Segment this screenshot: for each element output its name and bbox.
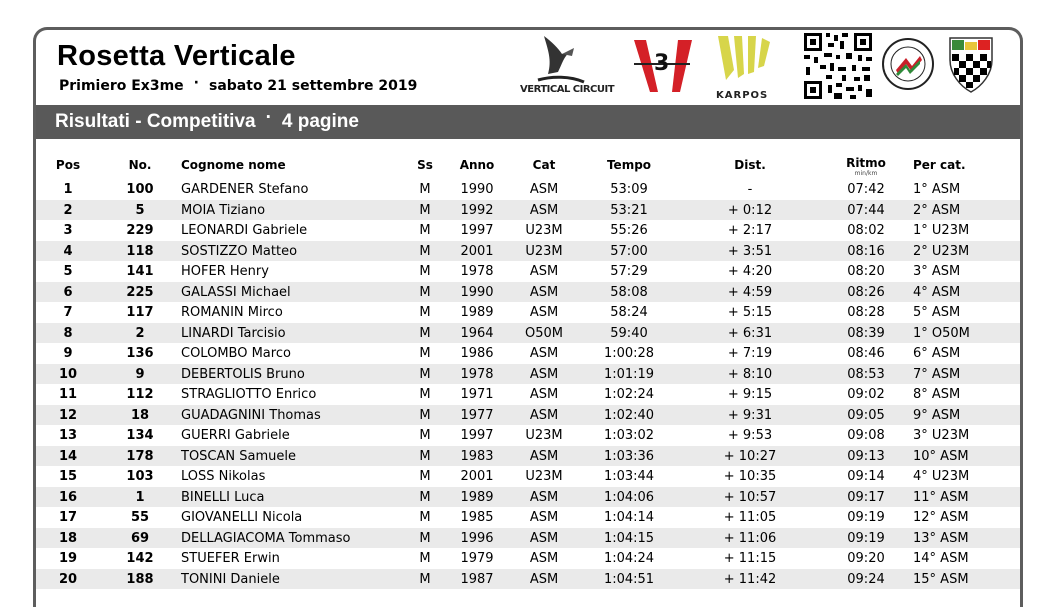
cell-time: 1:04:14: [603, 510, 655, 525]
cell-name: GALASSI Michael: [181, 284, 291, 300]
cell-pos: 7: [63, 305, 73, 320]
cell-year: 1990: [460, 284, 494, 300]
cell-time: 1:03:36: [603, 448, 655, 464]
cell-time: 59:40: [610, 325, 648, 341]
cell-name: COLOMBO Marco: [181, 346, 291, 361]
cell-name: SOSTIZZO Matteo: [181, 243, 298, 259]
cell-pos: 4: [63, 243, 73, 259]
cell-pos: 15: [58, 469, 78, 484]
cell-name: MOIA Tiziano: [181, 202, 266, 218]
cell-sex: M: [419, 407, 431, 423]
cell-gap: + 3:51: [727, 243, 773, 259]
cell-gap: + 11:05: [723, 510, 777, 525]
cell-gap: + 10:35: [723, 469, 777, 484]
cell-pace: 08:53: [847, 366, 885, 382]
cell-cat: U23M: [525, 469, 563, 484]
cell-no: 178: [126, 448, 154, 464]
cell-year: 1971: [460, 387, 494, 402]
cell-pos: 6: [63, 284, 73, 300]
cell-sex: M: [419, 571, 431, 587]
cell-time: 58:08: [610, 284, 648, 300]
event-name: Primiero Ex3me: [59, 78, 184, 94]
cell-cat: ASM: [529, 346, 559, 361]
cell-time: 1:02:24: [603, 387, 655, 402]
associazione-badge-logo: [880, 30, 936, 102]
cell-pace: 08:26: [847, 284, 885, 300]
cell-pace: 09:17: [847, 489, 885, 505]
table-row: [36, 405, 1020, 426]
cell-name: GUERRI Gabriele: [181, 428, 290, 443]
cell-gap: + 9:15: [727, 387, 773, 402]
cell-cat: ASM: [529, 448, 559, 464]
cell-time: 1:02:40: [603, 407, 655, 423]
separator-dot: ·: [265, 107, 272, 128]
cell-time: 1:04:24: [603, 551, 655, 566]
vertical-circuit-logo: [518, 30, 615, 102]
cell-name: DEBERTOLIS Bruno: [181, 366, 305, 382]
cell-gap: + 7:19: [727, 346, 773, 361]
cell-time: 1:03:44: [603, 469, 655, 484]
cell-pace: 09:05: [847, 407, 885, 423]
cell-pace: 08:39: [847, 325, 885, 341]
cell-cat: O50M: [525, 325, 563, 341]
cell-cat: ASM: [529, 510, 559, 525]
cell-cat: ASM: [529, 530, 559, 546]
cell-cat: ASM: [529, 489, 559, 505]
cell-pace: 09:20: [847, 551, 885, 566]
cell-pace: 09:02: [847, 387, 885, 402]
cell-pos: 11: [58, 387, 78, 402]
table-row: [36, 569, 1020, 590]
table-row: [36, 261, 1020, 282]
cell-year: 1996: [460, 530, 494, 546]
cell-name: TOSCAN Samuele: [181, 448, 296, 464]
cell-sex: M: [419, 202, 431, 218]
cell-gap: + 6:31: [727, 325, 773, 341]
cell-cat: ASM: [529, 366, 559, 382]
cell-catpos: 4° ASM: [913, 284, 961, 300]
cell-time: 1:01:19: [603, 366, 655, 382]
cell-pace: 08:16: [847, 243, 885, 259]
cell-year: 1979: [460, 551, 494, 566]
cell-pace: 08:02: [847, 223, 885, 238]
cell-year: 1997: [460, 223, 494, 238]
cell-pos: 13: [58, 428, 78, 443]
cell-time: 58:24: [610, 305, 648, 320]
cell-no: 225: [126, 284, 154, 300]
cell-year: 1989: [460, 305, 494, 320]
cell-time: 1:04:51: [603, 571, 655, 587]
cell-pos: 16: [58, 489, 78, 505]
cell-catpos: 9° ASM: [913, 407, 961, 423]
cell-catpos: 3° U23M: [913, 428, 970, 443]
cell-time: 53:09: [610, 182, 648, 197]
col-pace-unit: min/km: [854, 170, 878, 177]
cell-gap: + 9:31: [727, 407, 773, 423]
cell-pace: 09:13: [847, 448, 885, 464]
cell-year: 1983: [460, 448, 494, 464]
table-row: [36, 384, 1020, 405]
page-count: 4 pagine: [281, 111, 359, 132]
cell-no: 5: [135, 202, 145, 218]
results-type: Risultati - Competitiva: [55, 111, 256, 132]
cell-cat: ASM: [529, 284, 559, 300]
cell-cat: ASM: [529, 551, 559, 566]
cell-year: 1997: [460, 428, 494, 443]
cell-year: 1990: [460, 182, 494, 197]
cell-pos: 18: [58, 530, 78, 546]
cell-pos: 20: [58, 571, 78, 587]
cell-time: 55:26: [610, 223, 648, 238]
table-row: [36, 282, 1020, 303]
cell-pace: 09:24: [847, 571, 885, 587]
cell-year: 1986: [460, 346, 494, 361]
cell-pace: 09:19: [847, 530, 885, 546]
col-cat: Cat: [532, 158, 556, 172]
cell-no: 134: [126, 428, 154, 443]
cell-sex: M: [419, 448, 431, 464]
table-row: [36, 302, 1020, 323]
cell-catpos: 12° ASM: [913, 510, 969, 525]
cell-time: 57:29: [610, 264, 648, 279]
col-no: No.: [128, 158, 152, 172]
table-row: [36, 507, 1020, 528]
cell-sex: M: [419, 243, 431, 259]
cell-cat: ASM: [529, 305, 559, 320]
cell-year: 1989: [460, 489, 494, 505]
cell-pos: 10: [58, 366, 78, 382]
cell-pos: 1: [63, 182, 73, 197]
results-table: [36, 179, 1020, 589]
cell-catpos: 8° ASM: [913, 387, 961, 402]
cell-catpos: 2° U23M: [913, 243, 970, 259]
cell-no: 18: [130, 407, 150, 423]
qr-code-icon: [801, 30, 875, 102]
table-row: [36, 466, 1020, 487]
cell-no: 69: [130, 530, 150, 546]
separator-dot: ·: [193, 75, 199, 91]
cell-time: 1:04:15: [603, 530, 655, 546]
cell-year: 1987: [460, 571, 494, 587]
cell-no: 141: [126, 264, 154, 279]
cell-cat: U23M: [525, 223, 563, 238]
cell-catpos: 14° ASM: [913, 551, 969, 566]
cell-name: GARDENER Stefano: [181, 182, 309, 197]
cell-catpos: 1° O50M: [913, 325, 970, 341]
cell-time: 1:00:28: [603, 346, 655, 361]
cell-pace: 07:42: [847, 182, 885, 197]
cell-pace: 07:44: [847, 202, 885, 218]
cell-no: 188: [126, 571, 154, 587]
table-row: [36, 425, 1020, 446]
cell-no: 118: [126, 243, 154, 259]
table-row: [36, 446, 1020, 467]
cell-pace: 08:46: [847, 346, 885, 361]
cell-pace: 09:19: [847, 510, 885, 525]
col-gap: Dist.: [734, 158, 766, 172]
cell-sex: M: [419, 284, 431, 300]
cell-no: 117: [126, 305, 154, 320]
cell-year: 1992: [460, 202, 494, 218]
cell-cat: ASM: [529, 202, 559, 218]
results-banner: [36, 105, 1020, 139]
cell-pace: 08:28: [847, 305, 885, 320]
cell-pace: 09:14: [847, 469, 885, 484]
cell-name: LEONARDI Gabriele: [181, 223, 308, 238]
cell-sex: M: [419, 510, 431, 525]
cell-gap: + 11:06: [723, 530, 777, 546]
cell-gap: + 9:53: [727, 428, 773, 443]
ex3me-logo: [628, 30, 696, 102]
cell-sex: M: [419, 551, 431, 566]
cell-cat: ASM: [529, 387, 559, 402]
cell-pace: 08:20: [847, 264, 885, 279]
table-row: [36, 220, 1020, 241]
cell-gap: + 10:57: [723, 489, 777, 505]
cell-pos: 3: [63, 223, 73, 238]
cell-sex: M: [419, 346, 431, 361]
cell-gap: + 8:10: [727, 366, 773, 382]
cell-sex: M: [419, 489, 431, 505]
event-date: sabato 21 settembre 2019: [209, 78, 418, 94]
cell-no: 112: [126, 387, 154, 402]
cell-catpos: 11° ASM: [913, 489, 969, 505]
cell-time: 53:21: [610, 202, 648, 218]
cell-name: LINARDI Tarcisio: [181, 325, 286, 341]
col-catpos: Per cat.: [913, 158, 966, 172]
checkered-shield-logo: [946, 30, 996, 102]
cell-year: 1978: [460, 264, 494, 279]
cell-name: GUADAGNINI Thomas: [181, 407, 321, 423]
table-row: [36, 364, 1020, 385]
cell-time: 57:00: [610, 243, 648, 259]
cell-name: STUEFER Erwin: [181, 551, 280, 566]
cell-catpos: 1° U23M: [913, 223, 970, 238]
cell-gap: + 11:15: [723, 551, 777, 566]
cell-pos: 17: [58, 510, 78, 525]
cell-sex: M: [419, 428, 431, 443]
event-subtitle: [59, 75, 418, 94]
karpos-text: KARPOS: [716, 90, 769, 101]
col-pos: Pos: [55, 158, 81, 172]
results-banner-label: [55, 107, 359, 133]
cell-name: BINELLI Luca: [181, 489, 265, 505]
col-sex: Ss: [417, 158, 433, 172]
cell-sex: M: [419, 530, 431, 546]
cell-name: GIOVANELLI Nicola: [181, 510, 303, 525]
cell-no: 103: [126, 469, 154, 484]
cell-no: 55: [130, 510, 150, 525]
cell-pos: 9: [63, 346, 73, 361]
cell-no: 2: [135, 325, 145, 341]
cell-cat: U23M: [525, 428, 563, 443]
cell-catpos: 5° ASM: [913, 305, 961, 320]
cell-no: 9: [135, 366, 145, 382]
cell-sex: M: [419, 305, 431, 320]
cell-pos: 8: [63, 325, 73, 341]
cell-catpos: 10° ASM: [913, 448, 969, 464]
table-row: [36, 200, 1020, 221]
cell-pos: 19: [58, 551, 78, 566]
table-row: [36, 241, 1020, 262]
vertical-circuit-text: VERTICAL CIRCUIT: [520, 84, 615, 95]
cell-no: 229: [126, 223, 154, 238]
cell-cat: U23M: [525, 243, 563, 259]
cell-year: 1978: [460, 366, 494, 382]
cell-cat: ASM: [529, 571, 559, 587]
cell-gap: + 11:42: [723, 571, 777, 587]
cell-pos: 14: [58, 448, 78, 464]
col-pace: Ritmo: [846, 156, 886, 170]
cell-time: 1:03:02: [603, 428, 655, 443]
table-row: [36, 548, 1020, 569]
table-row: [36, 487, 1020, 508]
cell-catpos: 13° ASM: [913, 530, 969, 546]
cell-name: ROMANIN Mirco: [181, 305, 283, 320]
cell-catpos: 1° ASM: [913, 182, 961, 197]
cell-catpos: 6° ASM: [913, 346, 961, 361]
table-row: [36, 323, 1020, 344]
cell-sex: M: [419, 366, 431, 382]
table-row: [36, 528, 1020, 549]
cell-gap: + 4:20: [727, 264, 773, 279]
cell-year: 1977: [460, 407, 494, 423]
cell-gap: + 4:59: [727, 284, 773, 300]
cell-name: LOSS Nikolas: [181, 469, 266, 484]
table-row: [36, 343, 1020, 364]
col-time: Tempo: [606, 158, 652, 172]
cell-pos: 12: [58, 407, 78, 423]
cell-year: 2001: [460, 469, 494, 484]
table-row: [36, 179, 1020, 200]
cell-gap: -: [747, 182, 753, 197]
cell-sex: M: [419, 469, 431, 484]
cell-year: 2001: [460, 243, 494, 259]
cell-catpos: 2° ASM: [913, 202, 961, 218]
cell-catpos: 4° U23M: [913, 469, 970, 484]
col-year: Anno: [459, 158, 495, 172]
cell-cat: ASM: [529, 182, 559, 197]
ex3me-text: 3: [654, 51, 670, 76]
col-name: Cognome nome: [181, 158, 286, 172]
cell-cat: ASM: [529, 264, 559, 279]
cell-no: 100: [126, 182, 154, 197]
cell-no: 136: [126, 346, 154, 361]
cell-catpos: 15° ASM: [913, 571, 969, 587]
cell-sex: M: [419, 223, 431, 238]
cell-sex: M: [419, 325, 431, 341]
cell-name: STRAGLIOTTO Enrico: [181, 387, 317, 402]
cell-gap: + 5:15: [727, 305, 773, 320]
cell-no: 1: [135, 489, 145, 505]
cell-pace: 09:08: [847, 428, 885, 443]
cell-pos: 2: [63, 202, 73, 218]
cell-gap: + 2:17: [727, 223, 773, 238]
cell-year: 1964: [460, 325, 494, 341]
cell-name: DELLAGIACOMA Tommaso: [181, 530, 351, 546]
cell-gap: + 0:12: [727, 202, 773, 218]
cell-name: HOFER Henry: [181, 264, 269, 279]
cell-sex: M: [419, 264, 431, 279]
cell-catpos: 7° ASM: [913, 366, 961, 382]
cell-gap: + 10:27: [723, 448, 777, 464]
cell-sex: M: [419, 182, 431, 197]
cell-cat: ASM: [529, 407, 559, 423]
cell-pos: 5: [63, 264, 73, 279]
cell-catpos: 3° ASM: [913, 264, 961, 279]
page-title: Rosetta Verticale: [57, 40, 296, 72]
cell-time: 1:04:06: [603, 489, 655, 505]
cell-no: 142: [126, 551, 154, 566]
cell-sex: M: [419, 387, 431, 402]
cell-name: TONINI Daniele: [181, 571, 280, 587]
karpos-logo: [712, 30, 776, 102]
cell-year: 1985: [460, 510, 494, 525]
